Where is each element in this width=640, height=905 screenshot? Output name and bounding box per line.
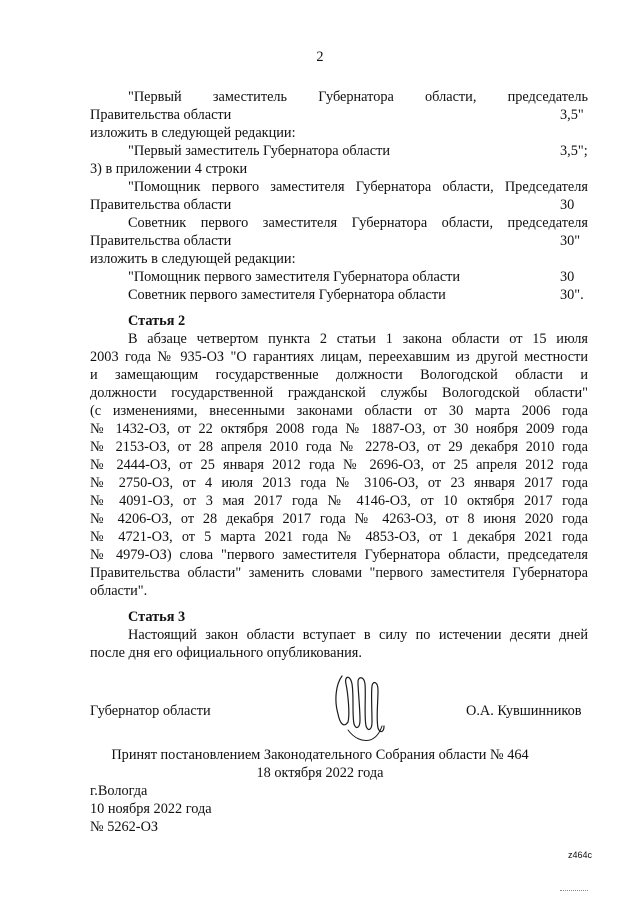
word: "Первый bbox=[128, 89, 182, 105]
block1-line1 bbox=[128, 88, 588, 106]
word: Губернатора bbox=[318, 89, 394, 105]
article2-line: № 1432-ОЗ, от 22 октября 2008 года № 1887-ОЗ, от 30 ноября 2009 года bbox=[90, 421, 588, 437]
signatory-title: Губернатор области bbox=[90, 703, 211, 719]
article2-line: (с изменениями, внесенными законами области от 30 марта 2006 года bbox=[90, 403, 588, 419]
footer-number: № 5262-ОЗ bbox=[90, 819, 159, 835]
doc-code: z464c bbox=[568, 850, 593, 860]
block1-line11-num: 30 bbox=[560, 269, 575, 285]
word: председатель bbox=[507, 89, 588, 105]
article2-line: № 4721-ОЗ, от 5 марта 2021 года № 4853-ОЗ, от 1 декабря 2021 года bbox=[90, 529, 588, 545]
article2-line: № 2444-ОЗ, от 25 января 2012 года № 2696-ОЗ, от 25 апреля 2012 года bbox=[90, 457, 588, 473]
article2-line: и замещающим государственные должности Вологодской области и bbox=[90, 367, 588, 383]
block1-line4-num: 3,5"; bbox=[560, 143, 588, 159]
block1-line12-num: 30". bbox=[560, 287, 584, 303]
signatory-name: О.А. Кувшинников bbox=[466, 703, 582, 719]
block1-line8: Советник первого заместителя Губернатора области, председателя bbox=[128, 215, 588, 231]
block1-line9-num: 30" bbox=[560, 233, 581, 249]
block1-line7-num: 30 bbox=[560, 197, 575, 213]
page-number: 2 bbox=[316, 49, 324, 65]
article2-line: № 2153-ОЗ, от 28 апреля 2010 года № 2278-ОЗ, от 29 декабря 2010 года bbox=[90, 439, 588, 455]
word: области, bbox=[425, 89, 477, 105]
block1-line2-text: Правительства области bbox=[90, 107, 232, 123]
block1-line6: "Помощник первого заместителя Губернатора области, Председателя bbox=[128, 179, 588, 195]
article3-heading: Статья 3 bbox=[128, 609, 186, 625]
article2-line: № 4091-ОЗ, от 3 мая 2017 года № 4146-ОЗ, от 10 октября 2017 года bbox=[90, 493, 588, 509]
block1-line3: изложить в следующей редакции: bbox=[90, 125, 296, 141]
article2-line: области". bbox=[90, 583, 148, 599]
article2-heading: Статья 2 bbox=[128, 313, 186, 329]
article2-line: 2003 года № 935-ОЗ "О гарантиях лицам, переехавшим из другой местности bbox=[90, 349, 588, 365]
block1-line5: 3) в приложении 4 строки bbox=[90, 161, 248, 177]
block1-line11-text: "Помощник первого заместителя Губернатора области bbox=[128, 269, 461, 285]
block1-line12-text: Советник первого заместителя Губернатора области bbox=[128, 287, 446, 303]
article2-line: № 4979-ОЗ) слова "первого заместителя Губернатора области, председателя bbox=[90, 547, 588, 563]
article2-line: В абзаце четвертом пункта 2 статьи 1 закона области от 15 июля bbox=[128, 331, 588, 347]
article2-line: № 4206-ОЗ, от 28 декабря 2017 года № 4263-ОЗ, от 8 июня 2020 года bbox=[90, 511, 588, 527]
article2-line: Правительства области" заменить словами "первого заместителя Губернатора bbox=[90, 565, 588, 581]
block1-line4-text: "Первый заместитель Губернатора области bbox=[128, 143, 390, 159]
footer-date: 10 ноября 2022 года bbox=[90, 801, 212, 817]
block1-line2-num: 3,5" bbox=[560, 107, 584, 123]
adopted-line1: Принят постановлением Законодательного Собрания области № 464 bbox=[111, 747, 529, 763]
adopted-line2: 18 октября 2022 года bbox=[256, 765, 384, 781]
scan-mark bbox=[560, 890, 588, 891]
block1-line7-text: Правительства области bbox=[90, 197, 232, 213]
block1-line9-text: Правительства области bbox=[90, 233, 232, 249]
article3-line: Настоящий закон области вступает в силу по истечении десяти дней bbox=[128, 627, 588, 643]
handwritten-signature bbox=[328, 670, 388, 748]
article2-line: должности государственной гражданской службы Вологодской области" bbox=[90, 385, 588, 401]
article2-line: № 2750-ОЗ, от 4 июля 2013 года № 3106-ОЗ, от 23 января 2017 года bbox=[90, 475, 588, 491]
footer-city: г.Вологда bbox=[90, 783, 148, 799]
article3-line: после дня его официального опубликования. bbox=[90, 645, 362, 661]
block1-line10: изложить в следующей редакции: bbox=[90, 251, 296, 267]
word: заместитель bbox=[212, 89, 288, 105]
